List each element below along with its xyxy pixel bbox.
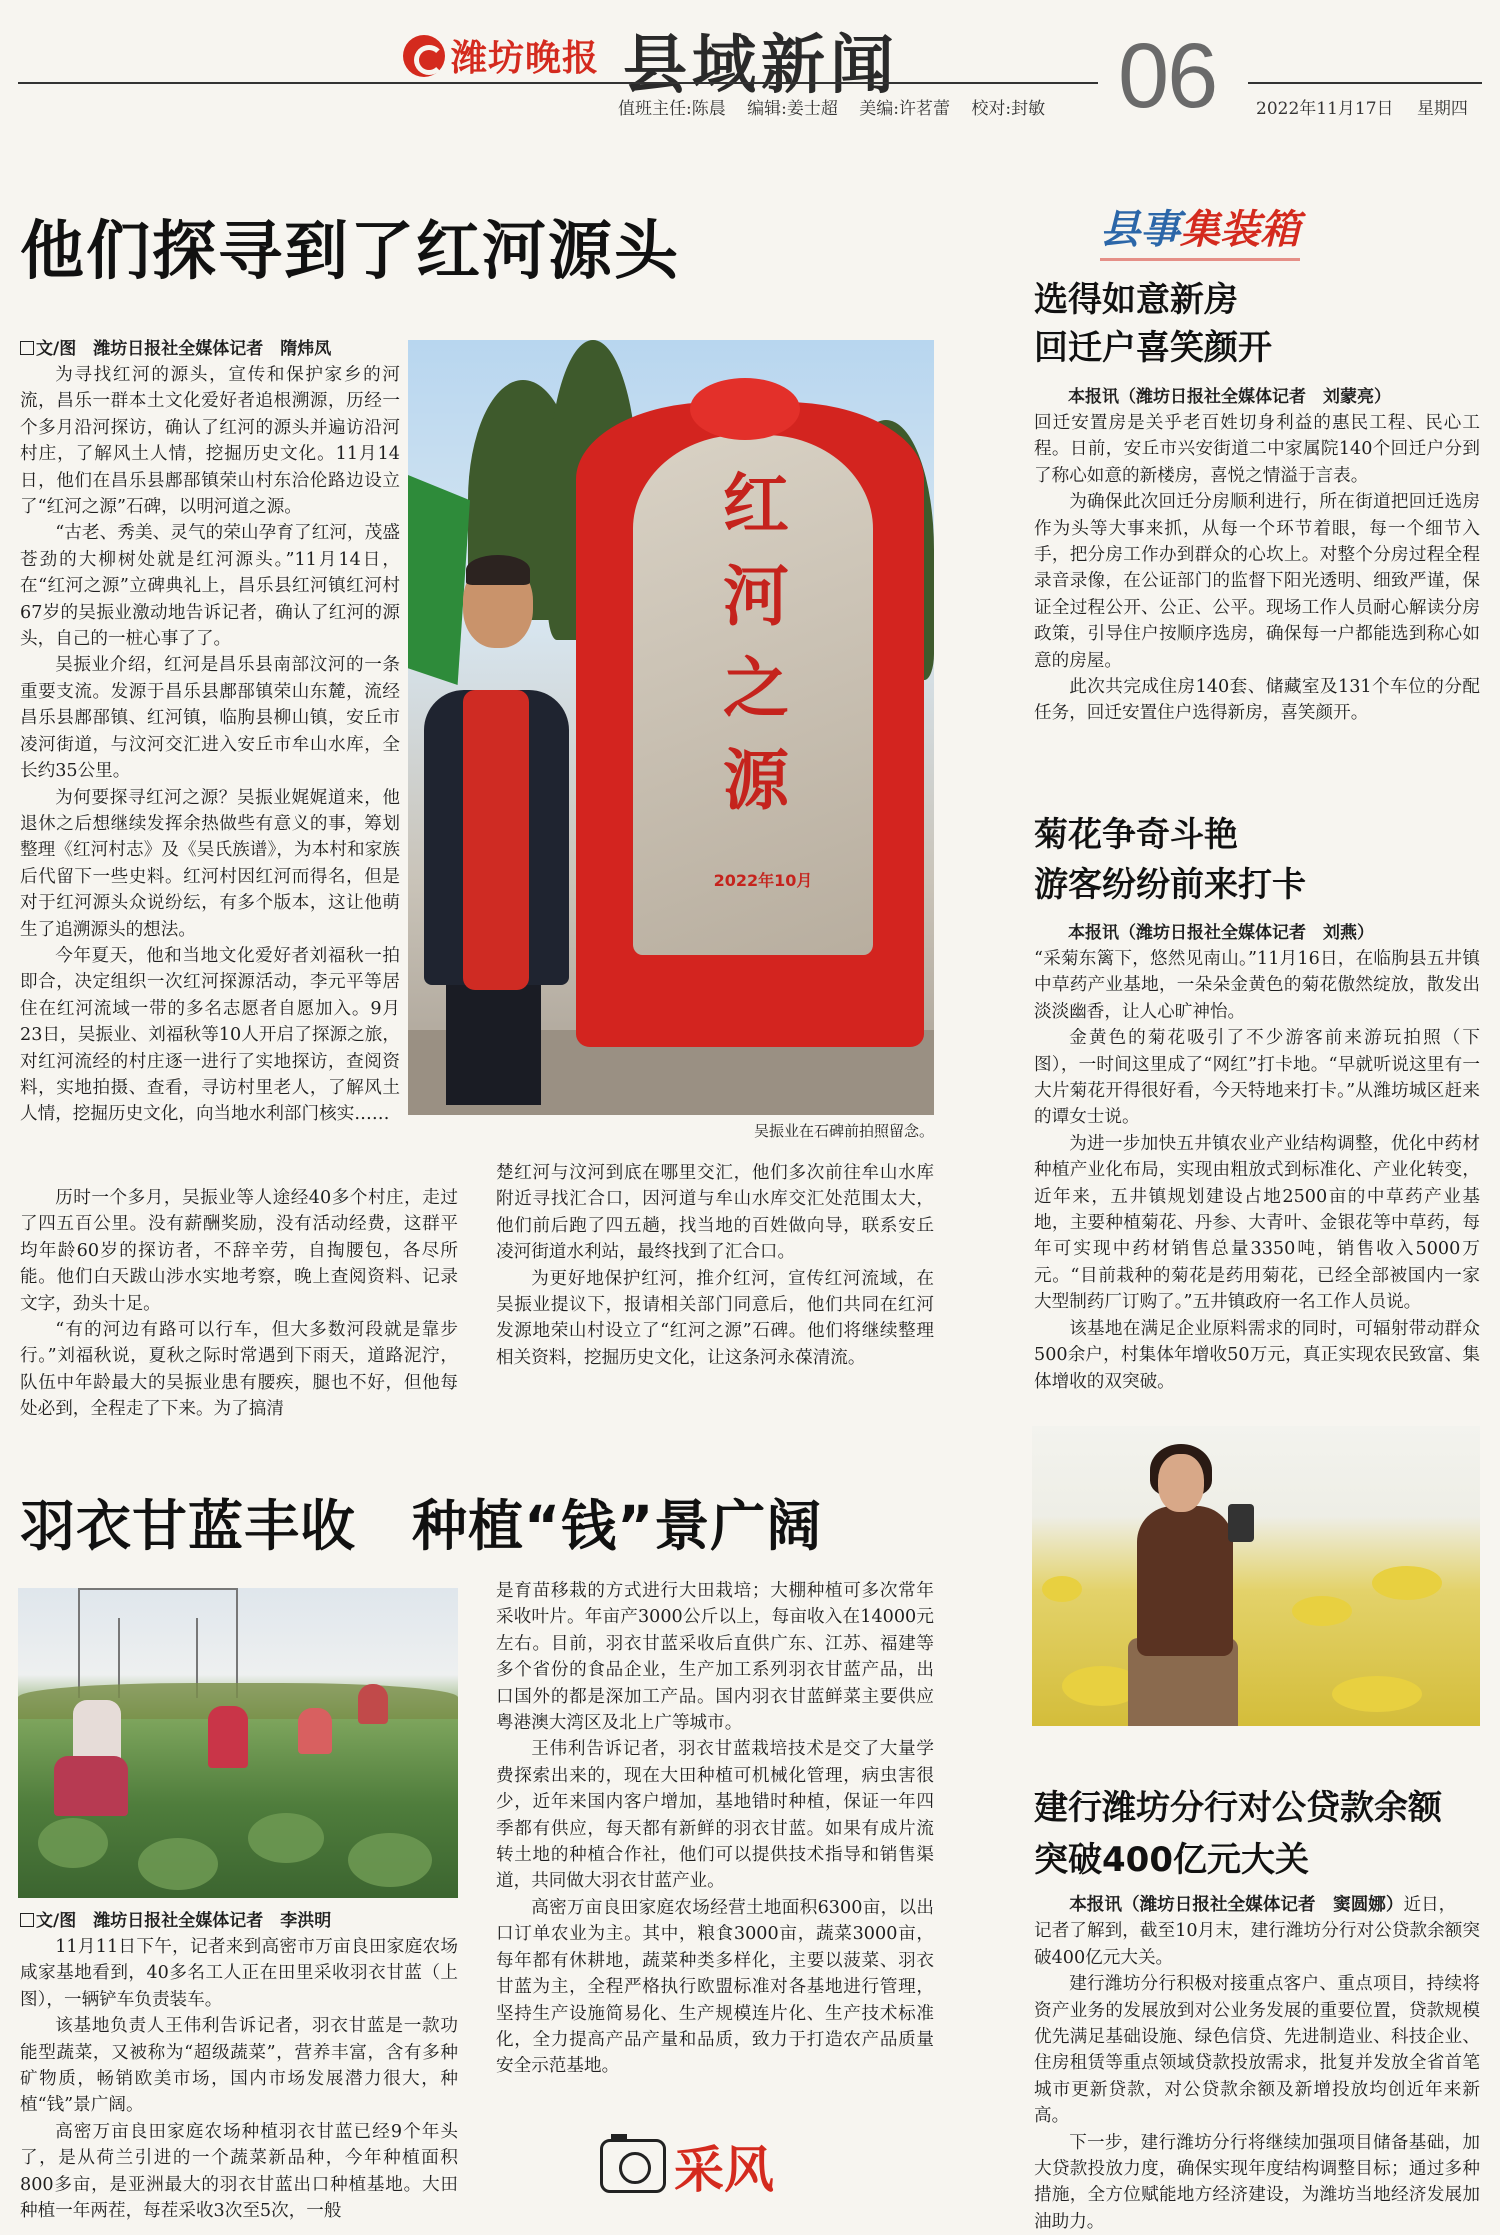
- kale-plant: [138, 1838, 218, 1890]
- paragraph: 历时一个多月，吴振业等人途经40多个村庄，走过了四五百公里。没有薪酬奖励，没有活动经费，这群平均年龄60岁的探访者，不辞辛劳，自掏腰包，各尽所能。他们白天跋山涉水实地考察，晚上查阅资料、记录文字，劲头十足。: [20, 1188, 458, 1314]
- paragraph: “有的河边有路可以行车，但大多数河段就是靠步行。”刘福秋说，夏秋之际时常遇到下雨天，道路泥泞，队伍中年龄最大的吴振业患有腰疾，腿也不好，但他每处必到，全程走了下来。为了搞清: [20, 1320, 458, 1420]
- paragraph: 高密万亩良田家庭农场经营土地面积6300亩，以出口订单农业为主。其中，粮食3000亩，蔬菜3000亩，每年都有休耕地，蔬菜种类多样化，主要以菠菜、羽衣甘蓝为主，全程严格执行欧盟标准对各基地进行管理，坚持生产设施简易化、生产规模连片化、生产技术标准化，全力提高产品产量和品质，致力于打造农产品质量安全示范基地。: [496, 1897, 934, 2077]
- flower-cluster: [1042, 1576, 1082, 1602]
- staff-credit: 美编:许茗蕾: [859, 99, 951, 119]
- paragraph: “采菊东篱下，悠然见南山。”11月16日，在临朐县五井镇中草药产业基地，一朵朵金黄色的菊花傲然绽放，散发出淡淡幽香，让人心旷神怡。: [1034, 949, 1480, 1022]
- column-title-part: 集装箱: [1180, 207, 1300, 253]
- staff-credit: 校对:封敏: [971, 99, 1046, 119]
- kale-harvest-photo: [18, 1588, 458, 1898]
- issue-weekday: 星期四: [1416, 99, 1468, 119]
- stone-inscription: [686, 458, 826, 826]
- second-right-column: [496, 1578, 934, 2118]
- paragraph: 王伟利告诉记者，羽衣甘蓝栽培技术是交了大量学费探索出来的，现在大田种植可机械化管理，病虫害很少，近年来国内客户增加，基地错时种植，保证一年四季都有供应，每天都有新鲜的羽衣甘蓝。如果有成片流转土地的种植合作社，他们可以提供技术指导和销售渠道，共同做大羽衣甘蓝产业。: [496, 1739, 934, 1892]
- paragraph: 回迁安置房是关乎老百姓切身利益的惠民工程、民心工程。日前，安丘市兴安街道二中家属院140个回迁户分到了称心如意的新楼房，喜悦之情溢于言表。: [1034, 413, 1480, 486]
- story3-headline: [1034, 1782, 1442, 1886]
- story2-headline-line: 菊花争奇斗艳: [1034, 815, 1238, 855]
- person-hair: [466, 555, 530, 585]
- kale-plant: [348, 1833, 432, 1887]
- story1-headline-line: 选得如意新房: [1034, 280, 1238, 320]
- masthead-rule: [18, 82, 1098, 84]
- lead-bottom-right-column: [496, 1160, 934, 1410]
- paragraph: 此次共完成住房140套、储藏室及131个车位的分配任务，回迁安置住户选得新房，喜笑颜开。: [1034, 677, 1480, 724]
- paragraph: 该基地负责人王伟利告诉记者，羽衣甘蓝是一款功能型蔬菜，又被称为“超级蔬菜”，营养丰富，含有多种矿物质，畅销欧美市场，国内市场发展潜力很大，种植“钱”景广阔。: [20, 2016, 458, 2116]
- story2-headline-line: 游客纷纷前来打卡: [1034, 865, 1306, 905]
- paragraph: 建行潍坊分行积极对接重点客户、重点项目，持续将资产业务的发展放到对公业务发展的重要位置，贷款规模优先满足基础设施、绿色信贷、先进制造业、科技企业、住房租赁等重点领域贷款投放需求，批复并发放全省首笔城市更新贷款，对公贷款余额及新增投放均创近年来新高。: [1034, 1974, 1480, 2127]
- staff-credit: 编辑:姜士超: [747, 99, 838, 119]
- stone-date: 2022年10月: [713, 871, 813, 890]
- paragraph: 楚红河与汶河到底在哪里交汇，他们多次前往牟山水库附近寻找汇合口，因河道与牟山水库交汇处范围太大，他们前后跑了四五趟，找当地的百姓做向导，联系安丘凌河街道水利站，最终找到了汇合口。: [496, 1163, 934, 1263]
- masthead: [18, 8, 1482, 127]
- paragraph: 是育苗移栽的方式进行大田栽培；大棚种植可多次常年采收叶片。年亩产3000公斤以上，每亩收入在14000元左右。目前，羽衣甘蓝采收后直供广东、江苏、福建等多个省份的食品企业，生产加工系列羽衣甘蓝产品，出口国外的都是深加工产品。国内羽衣甘蓝鲜菜主要供应粤港澳大湾区及北上广等城市。: [496, 1581, 934, 1734]
- section-name: 县域新闻: [623, 29, 899, 103]
- staff-credit: 值班主任:陈晨: [618, 99, 726, 119]
- story1-headline-line: 回迁户喜笑颜开: [1034, 328, 1272, 368]
- story3-byline: 本报讯（潍坊日报社全媒体记者 窦圆娜）: [1069, 1894, 1404, 1915]
- story3-body: [1034, 1892, 1480, 2232]
- paragraph: 高密万亩良田家庭农场种植羽衣甘蓝已经9个年头了，是从荷兰引进的一个蔬菜新品种，今年种植面积800多亩，是亚洲最大的羽衣甘蓝出口种植基地。大田种植一年两茬，每茬采收3次至5次，一般: [20, 2121, 458, 2222]
- footer-label: 采风: [674, 2141, 774, 2199]
- issue-date-text: 2022年11月17日: [1256, 99, 1394, 119]
- paragraph: 该基地在满足企业原料需求的同时，可辐射带动群众500余户，村集体年增收50万元，真正实现农民致富、集体增收的双突破。: [1034, 1318, 1480, 1392]
- flower-cluster: [1372, 1566, 1442, 1600]
- paragraph: 为更好地保护红河，推介红河，宣传红河流域，在吴振业提议下，报请相关部门同意后，他们共同在红河发源地荣山村设立了“红河之源”石碑。他们将继续整理相关资料，挖掘历史文化，让这条河永葆清流。: [496, 1268, 934, 1368]
- paragraph: 为何要探寻红河之源？吴振业娓娓道来，他退休之后想继续发挥余热做些有意义的事，筹划整理《红河村志》及《吴氏族谱》，为本村和家族后代留下一些史料。红河村因红河而得名，但是对于红河源头众说纷纭，有多个版本，这让他萌生了追溯源头的想法。: [20, 787, 400, 940]
- worker-figure: [54, 1756, 128, 1816]
- story3-headline-line: 突破400亿元大关: [1034, 1840, 1309, 1880]
- lead-byline: [20, 336, 400, 362]
- page-number: 06: [1118, 25, 1217, 127]
- staff-credits: [618, 94, 1061, 119]
- kale-plant: [248, 1813, 324, 1863]
- person-scarf: [463, 690, 529, 990]
- green-flag: [408, 475, 470, 685]
- masthead-rule: [1248, 82, 1482, 84]
- second-byline: [20, 1908, 458, 1934]
- issue-date: [1256, 94, 1486, 119]
- paper-logo-icon: [403, 35, 445, 77]
- stone-char: 河: [723, 557, 789, 635]
- column-title-part: 县事: [1100, 207, 1180, 253]
- red-bow: [690, 378, 800, 440]
- column-title: [1100, 198, 1300, 255]
- story1-headline: [1034, 276, 1272, 372]
- paragraph: 11月11日下午，记者来到高密市万亩良田家庭农场咸家基地看到，40多名工人正在田里采收羽衣甘蓝（上图），一辆铲车负责装车。: [20, 1937, 458, 2010]
- worker-figure: [298, 1708, 332, 1754]
- lead-byline-text: 文/图 潍坊日报社全媒体记者 隋炜凤: [36, 339, 332, 359]
- lead-photo-caption: 吴振业在石碑前拍照留念。: [753, 1122, 934, 1140]
- woman-sweater: [1137, 1506, 1233, 1656]
- woman-head: [1158, 1454, 1204, 1512]
- paper-logo: [403, 30, 599, 81]
- lead-left-column: [20, 362, 400, 1200]
- chrysanthemum-photo: [1032, 1426, 1480, 1726]
- kale-plant: [38, 1818, 108, 1868]
- story2-headline: [1034, 810, 1306, 910]
- flower-cluster: [1292, 1596, 1352, 1626]
- byline-box-icon: [20, 341, 34, 355]
- paragraph: 金黄色的菊花吸引了不少游客前来游玩拍照（下图），一时间这里成了“网红”打卡地。“早就听说这里有一大片菊花开得很好看，今天特地来打卡。”从潍坊城区赶来的谭女士说。: [1034, 1028, 1480, 1128]
- paragraph: 为进一步加快五井镇农业产业结构调整，优化中药材种植产业化布局，实现由粗放式到标准化、产业化转变，近年来，五井镇规划建设占地2500亩的中草药产业基地，主要种植菊花、丹参、大青叶、金银花等中草药，每年可实现中药材销售总量3350吨，销售收入5000万元。“目前栽种的菊花是药用菊花，已经全部被国内一家大型制药厂订购了。”五井镇政府一名工作人员说。: [1034, 1133, 1480, 1313]
- paragraph: 为确保此次回迁分房顺利进行，所在街道把回迁选房作为头等大事来抓，从每一个环节着眼，每一个细节入手，把分房工作办到群众的心坎上。对整个分房过程全程录音录像，在公证部门的监督下阳光透明、细致严谨，保证全过程公开、公正、公平。现场工作人员耐心解读分房政策，引导住户按顺序选房，确保每一户都能选到称心如意的房屋。: [1034, 492, 1480, 671]
- paragraph: “古老、秀美、灵气的荣山孕育了红河，茂盛苍劲的大柳树处就是红河源头。”11月14日，在“红河之源”立碑典礼上，昌乐县红河镇红河村67岁的吴振业激动地告诉记者，确认了红河的源头，自己的一桩心事了了。: [20, 523, 400, 650]
- story3-byline-line: [1034, 1892, 1480, 1918]
- paragraph: 下一步，建行潍坊分行将继续加强项目储备基础，加大贷款投放力度，确保实现年度结构调整目标；通过多种措施，全方位赋能地方经济建设，为潍坊当地经济发展加油助力。: [1034, 2132, 1480, 2232]
- footer-logo: [600, 2130, 774, 2202]
- paragraph: 记者了解到，截至10月末，建行潍坊分行对公贷款余额突破400亿元大关。: [1034, 1921, 1480, 1968]
- stone-char: 红: [723, 465, 789, 543]
- second-left-column: [20, 1934, 458, 2222]
- second-byline-text: 文/图 潍坊日报社全媒体记者 李洪明: [36, 1911, 332, 1931]
- paragraph: 今年夏天，他和当地文化爱好者刘福秋一拍即合，决定组织一次红河探源活动，李元平等居住在红河流域一带的多名志愿者自愿加入。9月23日，吴振业、刘福秋等10人开启了探源之旅，对红河流经的村庄逐一进行了实地探访，查阅资料，实地拍摄、查看，寻访村里老人，了解风土人情，挖掘历史文化，向当地水利部门核实……: [20, 945, 400, 1125]
- stone-char: 源: [723, 741, 789, 819]
- worker-figure: [358, 1684, 388, 1724]
- lead-headline: 他们探寻到了红河源头: [20, 215, 680, 289]
- story3-headline-line: 建行潍坊分行对公贷款余额: [1034, 1788, 1442, 1828]
- story3-byline-tail: 近日，: [1403, 1895, 1457, 1915]
- story2-byline: 本报讯（潍坊日报社全媒体记者 刘燕）: [1068, 923, 1374, 943]
- stone-char: 之: [723, 649, 789, 727]
- worker-figure: [208, 1706, 248, 1768]
- story1-byline: 本报讯（潍坊日报社全媒体记者 刘蒙亮）: [1068, 387, 1391, 407]
- lead-bottom-left-column: [20, 1185, 458, 1420]
- phone: [1228, 1504, 1254, 1542]
- paragraph: 吴振业介绍，红河是昌乐县南部汶河的一条重要支流。发源于昌乐县鄌郚镇荣山东麓，流经昌乐县鄌郚镇、红河镇，临朐县柳山镇，安丘市凌河街道，与汶河交汇进入安丘市牟山水库，全长约35公里。: [20, 655, 400, 782]
- story1-body: [1034, 410, 1480, 750]
- byline-box-icon: [20, 1913, 34, 1927]
- paper-name: 潍坊晚报: [451, 38, 600, 79]
- stone-monument-photo: [408, 340, 934, 1115]
- story2-body: [1034, 946, 1480, 1392]
- person-legs: [446, 980, 541, 1105]
- second-headline: 羽衣甘蓝丰收 种植“钱”景广阔: [20, 1494, 823, 1558]
- paragraph: 为寻找红河的源头，宣传和保护家乡的河流，昌乐一群本土文化爱好者追根溯源，历经一个多月沿河探访，确认了红河的源头并遍访沿河村庄，了解风土人情，挖掘历史文化。11月14日，他们在昌乐县鄌郚镇荣山村东洽伦路边设立了“红河之源”石碑，以明河道之源。: [20, 365, 400, 518]
- camera-icon: [600, 2139, 666, 2193]
- flower-cluster: [1332, 1676, 1422, 1712]
